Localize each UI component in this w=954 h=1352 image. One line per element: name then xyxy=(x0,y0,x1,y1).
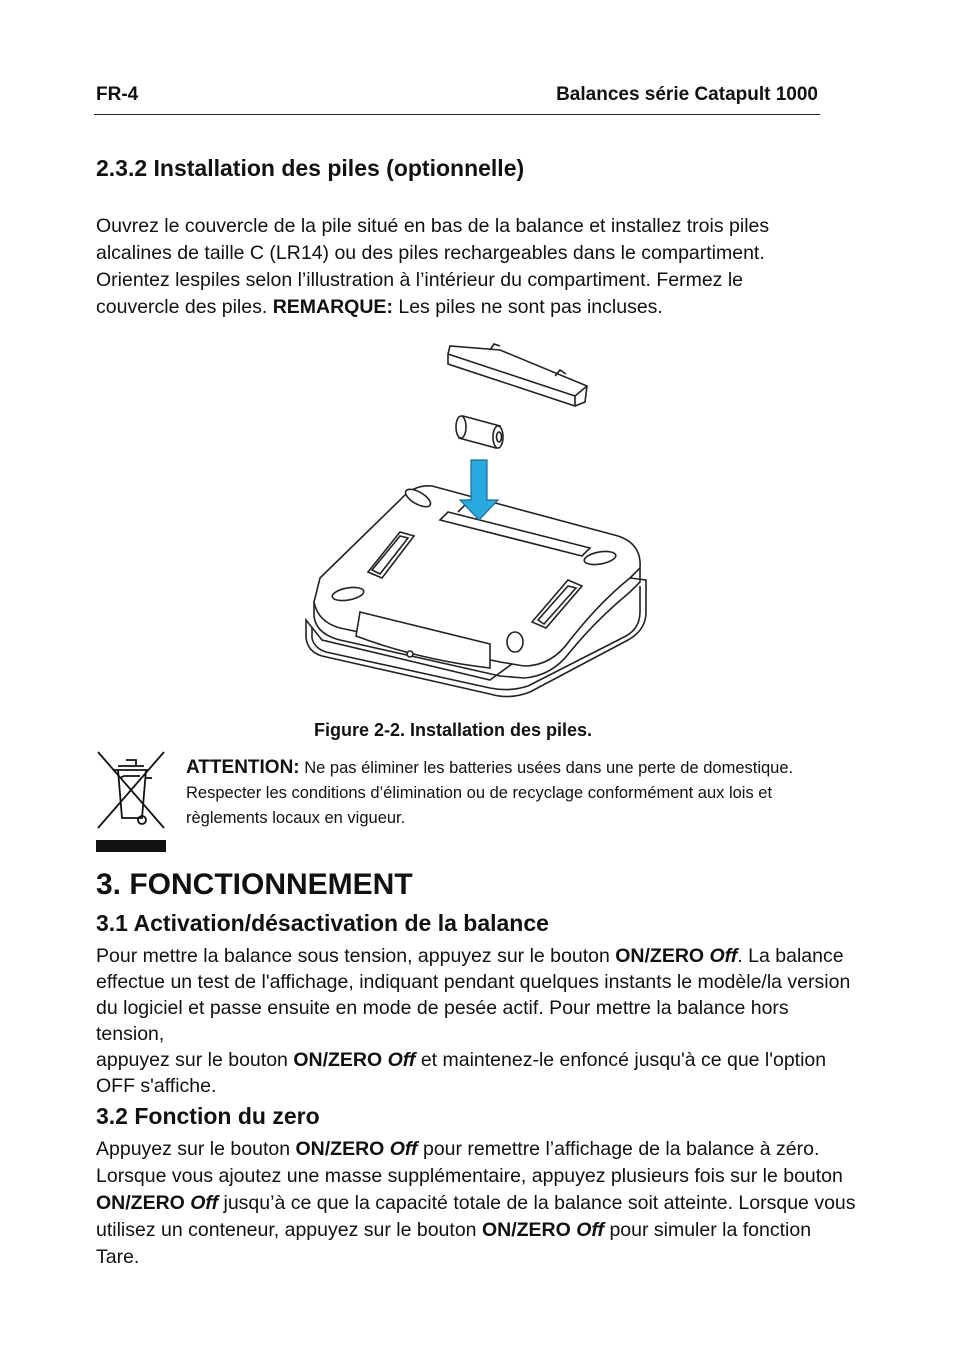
off-label: Off xyxy=(709,945,738,967)
off-label: Off xyxy=(387,1049,416,1071)
section-3-1-body: Pour mettre la balance sous tension, appuyez sur le bouton ON/ZERO Off. La balance effectue un test de l'affichage, indiquant pendant quelques instants le modèle/la version du logiciel et passe ensuite en mode de pesée actif. Pour mettre la balance hors tension, appuyez sur le bouton ON/ZERO Off et maintenez-le enfoncé jusqu'à ce que l'option OFF s'affiche. xyxy=(96,945,851,1097)
header-rule xyxy=(94,114,820,115)
remark-label: REMARQUE: xyxy=(272,296,393,318)
attention-label: ATTENTION: xyxy=(186,757,300,778)
on-zero-label: ON/ZERO xyxy=(295,1138,385,1160)
battery-cover-drawing xyxy=(448,344,587,406)
crossed-out-wheelie-bin-icon xyxy=(96,748,166,832)
section-2-3-2-body xyxy=(96,213,856,321)
off-label: Off xyxy=(576,1219,605,1241)
body-line: Orientez lespiles selon l’illustration à l’intérieur du compartiment. Fermez le xyxy=(96,269,744,291)
document-title: Balances série Catapult 1000 xyxy=(556,84,818,105)
section-3-1-title: 3.1 Activation/désactivation de la balance xyxy=(96,910,549,936)
attention-notice: ATTENTION: Ne pas éliminer les batteries usées dans une perte de domestique. Respecter les conditions d’élimination ou de recyclage conformément aux lois et règlements locaux en vigueur. xyxy=(186,757,794,827)
on-zero-label: ON/ZERO xyxy=(293,1049,383,1071)
body-line: Ouvrez le couvercle de la pile situé en bas de la balance et installez trois piles xyxy=(96,215,770,237)
battery-installation-figure xyxy=(300,340,660,710)
off-label: Off xyxy=(190,1192,219,1214)
body-line: couvercle des piles. REMARQUE: Les piles ne sont pas incluses. xyxy=(96,296,663,318)
body-line: alcalines de taille C (LR14) ou des piles rechargeables dans le compartiment. xyxy=(96,242,765,264)
on-zero-label: ON/ZERO xyxy=(96,1192,185,1214)
section-3-2-title: 3.2 Fonction du zero xyxy=(96,1103,320,1129)
section-2-3-2-title: 2.3.2 Installation des piles (optionnelle) xyxy=(96,155,525,181)
figure-caption: Figure 2-2. Installation des piles. xyxy=(313,720,593,740)
battery-cell-drawing xyxy=(456,416,503,448)
page-number: FR-4 xyxy=(96,84,139,105)
weee-underline-bar xyxy=(96,840,166,852)
off-label: Off xyxy=(389,1138,418,1160)
section-3-2-body: Appuyez sur le bouton ON/ZERO Off pour remettre l’affichage de la balance à zéro. Lorsque vous ajoutez une masse supplémentaire, appuyez plusieurs fois sur le bouton ON/ZERO Off jusqu’à ce que la capacité totale de la balance soit atteinte. Lorsque vous utilisez un conteneur, appuyez sur le bouton ON/ZERO Off pour simuler la fonction Tare. xyxy=(96,1138,856,1268)
on-zero-label: ON/ZERO xyxy=(615,945,705,967)
section-3-title: 3. FONCTIONNEMENT xyxy=(96,868,413,901)
on-zero-label: ON/ZERO xyxy=(481,1219,571,1241)
